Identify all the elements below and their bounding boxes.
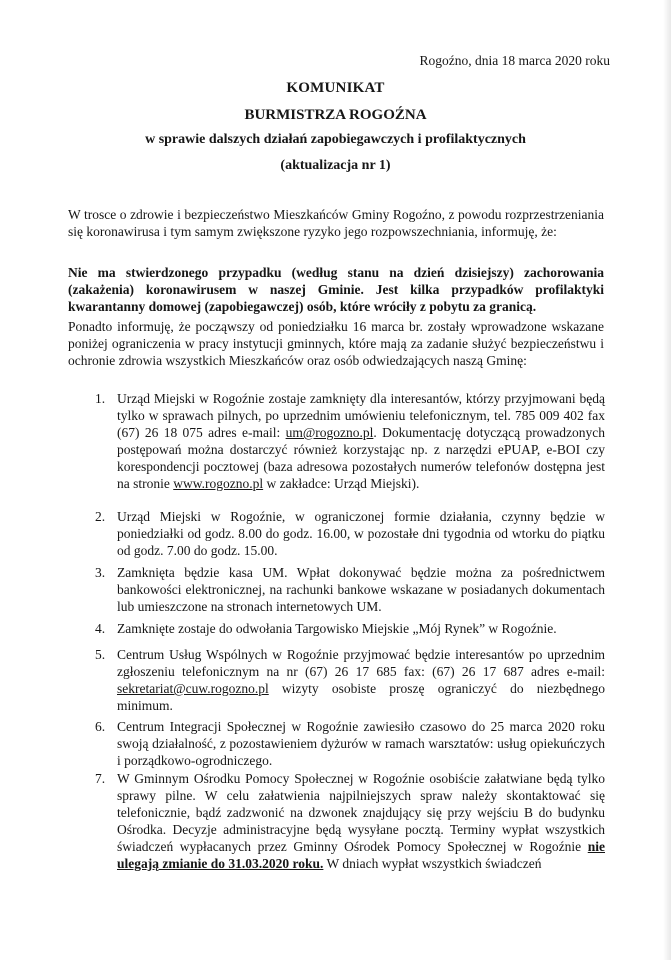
list-item-text [117, 646, 605, 714]
website-link[interactable]: www.rogozno.pl [173, 476, 264, 491]
list-item-text-part: w zakładce: Urząd Miejski). [263, 476, 420, 491]
list-item-number: 4. [95, 621, 106, 636]
list-item-text-part: wizyty osobiste proszę ograniczyć do niezbędnego minimum. [117, 681, 605, 713]
list-item-text-part: Urząd Miejski w Rogoźnie zostaje zamknięty dla interesantów, którzy przyjmowani będą tylko w sprawach pilnych, po uprzednim umówieniu telefonicznym, tel. 785 009 402 fax (67) 26 18 075 adres e-mail: [117, 391, 605, 440]
list-item-text: Zamknięta będzie kasa UM. Wpłat dokonywać będzie można za pośrednictwem bankowości elektronicznej, na rachunki bankowe wskazane w posiadanych dokumentach lub umieszczone na stronach internetowych UM. [117, 565, 605, 614]
list-item-text-part: . Dokumentację dotyczącą prowadzonych postępowań można dostarczyć również korzystając np. z narzędzi ePUAP, e-BOI czy korespondencji pocztowej (baza adresowa pozostałych numerów telefonów dostępna jest na stronie [117, 425, 605, 491]
email-link[interactable]: um@rogozno.pl [285, 425, 374, 440]
list-item-number: 5. [95, 647, 106, 662]
list-item-number: 7. [95, 771, 106, 786]
list-item-text-part: Centrum Usług Wspólnych w Rogoźnie przyjmować będzie interesantów po uprzednim zgłoszeniu telefonicznym na nr (67) 26 17 685 fax: (67) 26 17 687 adres e-mail: [117, 647, 605, 679]
list-item-text: Zamknięte zostaje do odwołania Targowisko Miejskie „Mój Rynek” w Rogoźnie. [117, 621, 557, 636]
email-link[interactable]: sekretariat@cuw.rogozno.pl [117, 681, 269, 696]
emphasis-text: nie ulegają zmianie do 31.03.2020 roku. [117, 839, 605, 871]
date-line: Rogoźno, dnia 18 marca 2020 roku [419, 53, 610, 68]
document-title: KOMUNIKAT [286, 80, 385, 96]
document-update-note: (aktualizacja nr 1) [280, 158, 391, 173]
list-item-text: Centrum Integracji Społecznej w Rogoźnie zawiesiło czasowo do 25 marca 2020 roku swoją działalność, z pozostawieniem dyżurów w ramach warsztatów: usług opiekuńczych i porządkowo-ogrodniczego. [117, 719, 605, 768]
list-item-text-part: W dniach wypłat wszystkich świadczeń [323, 856, 542, 871]
list-item-text [117, 390, 605, 492]
status-paragraph: Nie ma stwierdzonego przypadku (według stanu na dzień dzisiejszy) zachorowania (zakażenia) koronawirusem w naszej Gminie. Jest kilka przypadków profilaktyki kwarantanny domowej (zapobiegawczej) osób, które wróciły z pobytu za granicą. [68, 265, 604, 314]
restrictions-paragraph: Ponadto informuję, że począwszy od poniedziałku 16 marca br. zostały wprowadzone wskazane poniżej ograniczenia w pracy instytucji gminnych, które mają za zadanie służyć bezpieczeństwu i ochronie zdrowia wszystkich Mieszkańców oraz osób odwiedzających naszą Gminę: [68, 319, 604, 368]
intro-paragraph: W trosce o zdrowie i bezpieczeństwo Mieszkańców Gminy Rogoźno, z powodu rozprzestrzeniania się koronawirusa i tym samym zwiększone ryzyko jego rozpowszechniania, informuję, że: [68, 207, 604, 239]
list-item-text: Urząd Miejski w Rogoźnie, w ograniczonej formie działania, czynny będzie w poniedziałki od godz. 8.00 do godz. 16.00, w pozostałe dni tygodnia od wtorku do piątku od godz. 7.00 do godz. 15.00. [117, 509, 605, 558]
list-item-number: 3. [95, 565, 106, 580]
document-subject: w sprawie dalszych działań zapobiegawczych i profilaktycznych [145, 132, 526, 147]
list-item-text [117, 770, 605, 872]
list-item-number: 2. [95, 509, 106, 524]
list-item-number: 6. [95, 719, 106, 734]
list-item-text-part: W Gminnym Ośrodku Pomocy Społecznej w Rogoźnie osobiście załatwiane będą tylko sprawy pilne. W celu załatwienia najpilniejszych spraw należy skontaktować się telefonicznie, bądź zadzwonić na dzwonek znajdujący się przy wejściu B do budynku Ośrodka. Decyzje administracyjne będą wysyłane pocztą. Terminy wypłat wszystkich świadczeń wypłacanych przez Gminny Ośrodek Pomocy Społecznej w Rogoźnie [117, 771, 605, 854]
document-subtitle: BURMISTRZA ROGOŹNA [244, 107, 427, 123]
list-item-number: 1. [95, 391, 106, 406]
